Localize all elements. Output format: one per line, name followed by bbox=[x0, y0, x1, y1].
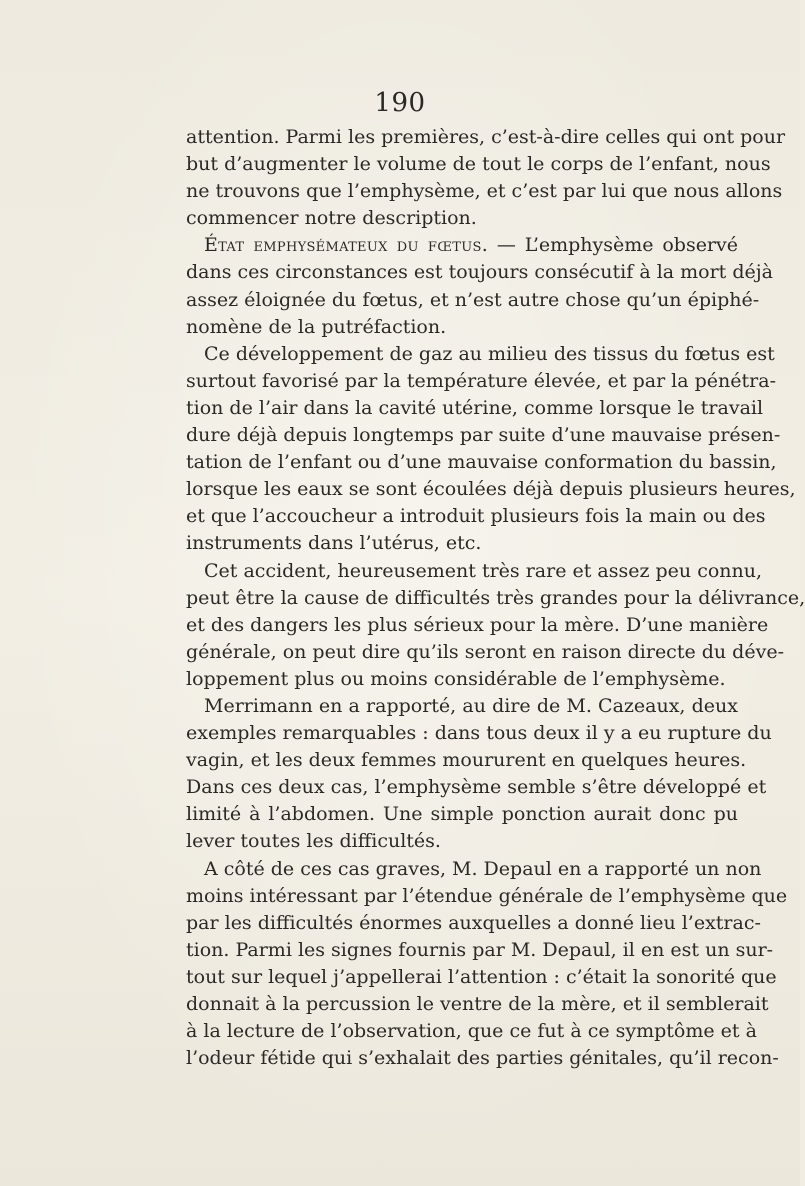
text-line bbox=[186, 232, 738, 259]
text-line: surtout favorisé par la température élevée, et par la pénétra- bbox=[186, 369, 776, 392]
text-line: tion de l’air dans la cavité utérine, comme lorsque le travail bbox=[186, 396, 764, 419]
text-line: tout sur lequel j’appellerai l’attention : c’était la sonorité que bbox=[186, 965, 777, 988]
text-line: exemples remarquables : dans tous deux il y a eu rupture du bbox=[186, 722, 772, 745]
body-text bbox=[186, 124, 805, 1072]
text-line: et que l’accoucheur a introduit plusieurs fois la main ou des bbox=[186, 505, 766, 528]
text-line: peut être la cause de difficultés très grandes pour la délivrance, bbox=[186, 586, 805, 609]
paragraph bbox=[186, 124, 786, 232]
paragraph bbox=[186, 856, 788, 1073]
text-line: instruments dans l’utérus, etc. bbox=[186, 532, 482, 555]
text-line: et des dangers les plus sérieux pour la mère. D’une manière bbox=[186, 613, 769, 636]
text-line: loppement plus ou moins considérable de l’emphysème. bbox=[186, 667, 726, 690]
text-line: Merrimann en a rapporté, au dire de M. Cazeaux, deux bbox=[204, 694, 738, 717]
text-line: Dans ces deux cas, l’emphysème semble s’être développé et bbox=[186, 776, 767, 799]
text-line: tion. Parmi les signes fournis par M. Depaul, il en est un sur- bbox=[186, 938, 774, 961]
text-line: nomène de la putréfaction. bbox=[186, 315, 447, 338]
paragraph bbox=[186, 693, 772, 856]
text-line: A côté de ces cas graves, M. Depaul en a rapporté un non bbox=[204, 857, 762, 880]
text-line: dure déjà depuis longtemps par suite d’une mauvaise présen- bbox=[186, 424, 781, 447]
section-heading: État emphysémateux du fœtus. bbox=[204, 234, 489, 257]
text-line: lever toutes les difficultés. bbox=[186, 830, 441, 853]
paragraph bbox=[186, 341, 796, 558]
text-line: limité à l’abdomen. Une simple ponction aurait donc pu bbox=[186, 803, 738, 826]
text-line: ne trouvons que l’emphysème, et c’est par lui que nous allons bbox=[186, 180, 783, 203]
text-run: — L’emphysème observé bbox=[488, 234, 738, 257]
page-number: 190 bbox=[374, 88, 426, 118]
text-line: moins intéressant par l’étendue générale de l’emphysème que bbox=[186, 884, 788, 907]
text-line: à la lecture de l’observation, que ce fut à ce symptôme et à bbox=[186, 1020, 757, 1043]
text-line: lorsque les eaux se sont écoulées déjà depuis plusieurs heures, bbox=[186, 478, 796, 501]
text-line: attention. Parmi les premières, c’est-à-dire celles qui ont pour bbox=[186, 126, 786, 148]
paragraph bbox=[186, 558, 805, 693]
text-line: générale, on peut dire qu’ils seront en raison directe du déve- bbox=[186, 640, 784, 663]
text-line: Cet accident, heureusement très rare et assez peu connu, bbox=[204, 559, 763, 582]
text-line: but d’augmenter le volume de tout le corps de l’enfant, nous bbox=[186, 153, 771, 176]
text-line: dans ces circonstances est toujours consécutif à la mort déjà bbox=[186, 261, 773, 284]
text-line: donnait à la percussion le ventre de la mère, et il semblerait bbox=[186, 993, 769, 1015]
text-line: par les difficultés énormes auxquelles a donné lieu l’extrac- bbox=[186, 911, 761, 934]
text-line: Ce développement de gaz au milieu des tissus du fœtus est bbox=[204, 342, 775, 365]
text-line: tation de l’enfant ou d’une mauvaise conformation du bassin, bbox=[186, 451, 777, 474]
text-line: l’odeur fétide qui s’exhalait des parties génitales, qu’il recon- bbox=[186, 1047, 779, 1070]
text-line: commencer notre description. bbox=[186, 207, 477, 230]
text-line: assez éloignée du fœtus, et n’est autre chose qu’un épiphé- bbox=[186, 288, 760, 311]
text-line: vagin, et les deux femmes moururent en quelques heures. bbox=[186, 749, 747, 772]
paragraph bbox=[186, 232, 773, 340]
